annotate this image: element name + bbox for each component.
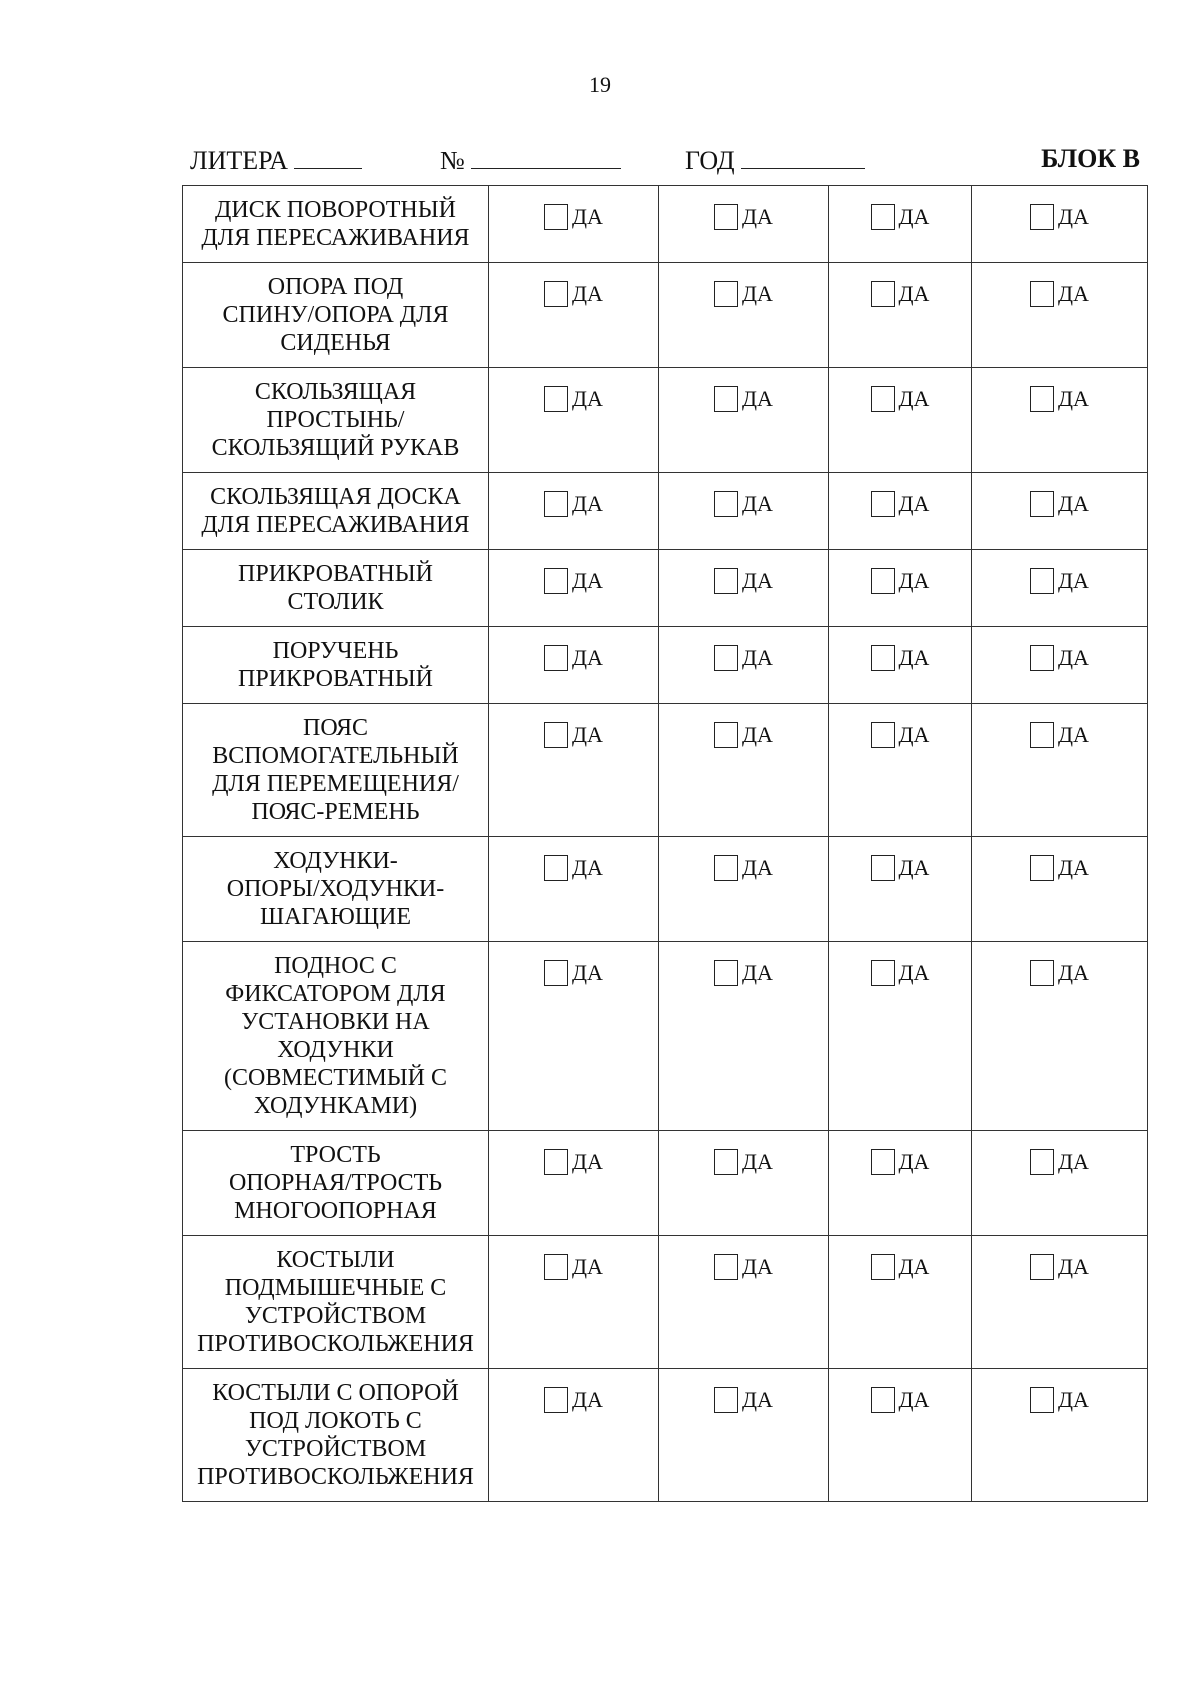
yes-label: ДА <box>1058 645 1089 670</box>
option-cell <box>829 1369 972 1502</box>
option-cell <box>659 704 829 837</box>
checkbox-icon[interactable] <box>544 386 568 412</box>
option-cell <box>829 186 972 263</box>
option-cell <box>972 837 1148 942</box>
option-cell <box>489 368 659 473</box>
yes-label: ДА <box>742 1149 773 1174</box>
option-cell <box>972 550 1148 627</box>
yes-option[interactable] <box>973 568 1146 594</box>
item-label-line: ФИКСАТОРОМ ДЛЯ <box>225 981 446 1007</box>
yes-label: ДА <box>898 960 930 985</box>
yes-option[interactable] <box>660 1387 827 1413</box>
option-cell <box>972 473 1148 550</box>
option-cell <box>659 942 829 1131</box>
yes-option[interactable] <box>660 855 827 881</box>
option-cell <box>659 263 829 368</box>
option-cell <box>972 368 1148 473</box>
year-field[interactable] <box>685 144 865 176</box>
yes-option[interactable] <box>660 281 827 307</box>
yes-label: ДА <box>742 722 773 747</box>
yes-label: ДА <box>1058 722 1089 747</box>
checkbox-icon[interactable] <box>714 568 738 594</box>
item-label-line: ДИСК ПОВОРОТНЫЙ <box>215 197 456 223</box>
table-row <box>183 550 1148 627</box>
table-row <box>183 942 1148 1131</box>
yes-label: ДА <box>742 1387 773 1412</box>
item-label-line: КОСТЫЛИ С ОПОРОЙ <box>212 1380 459 1406</box>
item-label-line: ДЛЯ ПЕРЕСАЖИВАНИЯ <box>201 512 470 538</box>
yes-option[interactable] <box>830 568 970 594</box>
yes-option[interactable] <box>973 386 1146 412</box>
yes-label: ДА <box>742 1254 773 1279</box>
item-label <box>183 704 489 837</box>
option-cell <box>659 1131 829 1236</box>
yes-option[interactable] <box>490 855 657 881</box>
checkbox-icon[interactable] <box>1030 855 1054 881</box>
yes-label: ДА <box>1058 491 1089 516</box>
option-cell <box>489 473 659 550</box>
yes-label: ДА <box>1058 568 1089 593</box>
option-cell <box>659 1369 829 1502</box>
yes-label: ДА <box>572 855 603 880</box>
option-cell <box>829 263 972 368</box>
yes-option[interactable] <box>490 1387 657 1413</box>
checkbox-icon[interactable] <box>544 1254 568 1280</box>
yes-option[interactable] <box>830 204 970 230</box>
option-cell <box>972 704 1148 837</box>
yes-label: ДА <box>572 722 603 747</box>
yes-option[interactable] <box>973 1387 1146 1413</box>
checkbox-icon[interactable] <box>544 281 568 307</box>
table-row <box>183 186 1148 263</box>
yes-option[interactable] <box>490 568 657 594</box>
yes-label: ДА <box>572 491 603 516</box>
option-cell <box>829 473 972 550</box>
item-label-line: ПРОТИВОСКОЛЬЖЕНИЯ <box>197 1331 474 1357</box>
table-row <box>183 263 1148 368</box>
table-row <box>183 627 1148 704</box>
item-label <box>183 186 489 263</box>
year-label: ГОД <box>685 146 735 175</box>
checkbox-icon[interactable] <box>544 855 568 881</box>
yes-option[interactable] <box>973 1254 1146 1280</box>
yes-option[interactable] <box>490 386 657 412</box>
checkbox-icon[interactable] <box>1030 386 1054 412</box>
item-label-line: (СОВМЕСТИМЫЙ С <box>224 1065 447 1091</box>
yes-option[interactable] <box>660 386 827 412</box>
yes-option[interactable] <box>830 1254 970 1280</box>
yes-label: ДА <box>1058 386 1089 411</box>
yes-label: ДА <box>1058 1387 1089 1412</box>
checkbox-icon[interactable] <box>1030 722 1054 748</box>
option-cell <box>489 186 659 263</box>
number-field[interactable] <box>440 144 621 176</box>
item-label-line: СТОЛИК <box>287 589 384 615</box>
yes-label: ДА <box>1058 960 1089 985</box>
yes-option[interactable] <box>830 645 970 671</box>
option-cell <box>972 186 1148 263</box>
table-row <box>183 837 1148 942</box>
option-cell <box>659 550 829 627</box>
yes-label: ДА <box>742 645 773 670</box>
checkbox-icon[interactable] <box>714 491 738 517</box>
checkbox-icon[interactable] <box>714 960 738 986</box>
checkbox-icon[interactable] <box>714 281 738 307</box>
checkbox-icon[interactable] <box>544 960 568 986</box>
option-cell <box>829 837 972 942</box>
item-label-line: ОПОРНАЯ/ТРОСТЬ <box>228 1170 443 1196</box>
table-row <box>183 473 1148 550</box>
checkbox-icon[interactable] <box>544 1149 568 1175</box>
checkbox-icon[interactable] <box>1030 645 1054 671</box>
item-label-line: ПОДНОС С <box>274 953 397 979</box>
item-label-line: ПРИКРОВАТНЫЙ <box>238 561 433 587</box>
item-label-line: СКОЛЬЗЯЩАЯ <box>254 379 417 405</box>
item-label-line: УСТРОЙСТВОМ <box>244 1303 427 1329</box>
yes-option[interactable] <box>490 1254 657 1280</box>
item-label-line: ПОЯС-РЕМЕНЬ <box>251 799 420 825</box>
checkbox-icon[interactable] <box>871 568 895 594</box>
checkbox-icon[interactable] <box>544 722 568 748</box>
yes-label: ДА <box>742 204 773 229</box>
yes-option[interactable] <box>830 386 970 412</box>
item-label-line: СПИНУ/ОПОРА ДЛЯ <box>222 302 449 328</box>
checkbox-icon[interactable] <box>544 204 568 230</box>
checkbox-icon[interactable] <box>871 1254 895 1280</box>
yes-label: ДА <box>742 491 773 516</box>
item-label <box>183 942 489 1131</box>
checkbox-icon[interactable] <box>1030 1387 1054 1413</box>
option-cell <box>489 550 659 627</box>
item-label-line: ХОДУНКИ- <box>273 848 398 874</box>
yes-label: ДА <box>572 960 603 985</box>
yes-label: ДА <box>572 386 603 411</box>
litera-blank[interactable] <box>294 144 362 169</box>
table-row <box>183 368 1148 473</box>
yes-label: ДА <box>572 1149 603 1174</box>
item-label-line: ДЛЯ ПЕРЕСАЖИВАНИЯ <box>201 225 470 251</box>
option-cell <box>489 837 659 942</box>
yes-label: ДА <box>898 645 930 670</box>
option-cell <box>972 1369 1148 1502</box>
checkbox-icon[interactable] <box>1030 204 1054 230</box>
item-label-line: СКОЛЬЗЯЩИЙ РУКАВ <box>211 435 460 461</box>
item-label-line: УСТАНОВКИ НА <box>241 1009 430 1035</box>
yes-option[interactable] <box>973 1149 1146 1175</box>
option-cell <box>972 1236 1148 1369</box>
option-cell <box>489 942 659 1131</box>
yes-option[interactable] <box>830 960 970 986</box>
item-label-line: МНОГООПОРНАЯ <box>234 1198 437 1224</box>
yes-option[interactable] <box>490 204 657 230</box>
litera-label: ЛИТЕРА <box>190 146 289 175</box>
item-label <box>183 263 489 368</box>
yes-label: ДА <box>898 1149 930 1174</box>
yes-label: ДА <box>898 204 930 229</box>
checkbox-icon[interactable] <box>1030 281 1054 307</box>
checkbox-icon[interactable] <box>714 204 738 230</box>
checkbox-icon[interactable] <box>871 1149 895 1175</box>
checkbox-icon[interactable] <box>544 568 568 594</box>
yes-option[interactable] <box>830 491 970 517</box>
option-cell <box>489 1369 659 1502</box>
checkbox-icon[interactable] <box>871 386 895 412</box>
checkbox-icon[interactable] <box>871 855 895 881</box>
item-label-line: СКОЛЬЗЯЩАЯ ДОСКА <box>210 484 461 510</box>
yes-option[interactable] <box>490 1149 657 1175</box>
checkbox-icon[interactable] <box>1030 491 1054 517</box>
checkbox-icon[interactable] <box>871 1387 895 1413</box>
item-label <box>183 1369 489 1502</box>
yes-label: ДА <box>1058 855 1089 880</box>
item-label-line: ПОД ЛОКОТЬ С <box>249 1408 422 1434</box>
option-cell <box>489 627 659 704</box>
yes-label: ДА <box>898 1254 930 1279</box>
option-cell <box>659 368 829 473</box>
yes-label: ДА <box>742 855 773 880</box>
option-cell <box>489 1236 659 1369</box>
option-cell <box>489 704 659 837</box>
item-label-line: КОСТЫЛИ <box>276 1247 395 1273</box>
equipment-table <box>182 185 1148 1502</box>
yes-label: ДА <box>898 281 930 306</box>
option-cell <box>659 627 829 704</box>
option-cell <box>659 837 829 942</box>
option-cell <box>972 1131 1148 1236</box>
yes-option[interactable] <box>830 1387 970 1413</box>
form-header <box>190 144 1140 180</box>
option-cell <box>972 942 1148 1131</box>
yes-label: ДА <box>572 568 603 593</box>
item-label-line: ХОДУНКАМИ) <box>253 1093 418 1119</box>
yes-label: ДА <box>1058 1149 1089 1174</box>
yes-label: ДА <box>898 491 930 516</box>
yes-option[interactable] <box>660 491 827 517</box>
item-label-line: ПРИКРОВАТНЫЙ <box>238 666 433 692</box>
yes-option[interactable] <box>830 722 970 748</box>
checkbox-icon[interactable] <box>871 645 895 671</box>
item-label-line: СИДЕНЬЯ <box>280 330 391 356</box>
yes-label: ДА <box>572 204 603 229</box>
option-cell <box>659 473 829 550</box>
yes-label: ДА <box>572 1387 603 1412</box>
checkbox-icon[interactable] <box>1030 1254 1054 1280</box>
yes-option[interactable] <box>490 491 657 517</box>
yes-label: ДА <box>1058 1254 1089 1279</box>
option-cell <box>829 1236 972 1369</box>
item-label-line: ОПОРЫ/ХОДУНКИ- <box>226 876 445 902</box>
item-label-line: ВСПОМОГАТЕЛЬНЫЙ <box>212 743 459 769</box>
yes-label: ДА <box>898 722 930 747</box>
item-label <box>183 550 489 627</box>
yes-option[interactable] <box>973 204 1146 230</box>
yes-option[interactable] <box>660 204 827 230</box>
item-label <box>183 473 489 550</box>
item-label-line: ПОДМЫШЕЧНЫЕ С <box>224 1275 447 1301</box>
yes-label: ДА <box>898 386 930 411</box>
checkbox-icon[interactable] <box>544 1387 568 1413</box>
yes-label: ДА <box>742 386 773 411</box>
option-cell <box>829 942 972 1131</box>
checkbox-icon[interactable] <box>714 855 738 881</box>
yes-option[interactable] <box>660 722 827 748</box>
option-cell <box>489 263 659 368</box>
table-row <box>183 1131 1148 1236</box>
item-label-line: ПОРУЧЕНЬ <box>272 638 399 664</box>
checkbox-icon[interactable] <box>871 722 895 748</box>
option-cell <box>829 1131 972 1236</box>
item-label-line: ОПОРА ПОД <box>267 274 404 300</box>
item-label <box>183 1131 489 1236</box>
checkbox-icon[interactable] <box>544 645 568 671</box>
item-label-line: ШАГАЮЩИЕ <box>259 904 411 930</box>
item-label <box>183 1236 489 1369</box>
option-cell <box>972 627 1148 704</box>
checkbox-icon[interactable] <box>714 1149 738 1175</box>
option-cell <box>972 263 1148 368</box>
yes-option[interactable] <box>660 1149 827 1175</box>
item-label <box>183 837 489 942</box>
checkbox-icon[interactable] <box>714 1254 738 1280</box>
year-blank[interactable] <box>741 144 865 169</box>
option-cell <box>829 704 972 837</box>
option-cell <box>829 368 972 473</box>
table-row <box>183 704 1148 837</box>
checkbox-icon[interactable] <box>1030 960 1054 986</box>
yes-option[interactable] <box>490 645 657 671</box>
option-cell <box>829 627 972 704</box>
item-label-line: ПОЯС <box>303 715 368 741</box>
yes-option[interactable] <box>660 960 827 986</box>
yes-label: ДА <box>898 855 930 880</box>
checkbox-icon[interactable] <box>1030 1149 1054 1175</box>
item-label <box>183 368 489 473</box>
yes-option[interactable] <box>490 281 657 307</box>
yes-label: ДА <box>898 1387 930 1412</box>
litera-field[interactable] <box>190 144 362 176</box>
yes-label: ДА <box>742 960 773 985</box>
item-label <box>183 627 489 704</box>
number-blank[interactable] <box>471 144 621 169</box>
checkbox-icon[interactable] <box>871 204 895 230</box>
yes-option[interactable] <box>973 855 1146 881</box>
checkbox-icon[interactable] <box>1030 568 1054 594</box>
yes-option[interactable] <box>973 722 1146 748</box>
table-row <box>183 1236 1148 1369</box>
yes-option[interactable] <box>830 855 970 881</box>
yes-option[interactable] <box>973 281 1146 307</box>
option-cell <box>829 550 972 627</box>
checkbox-icon[interactable] <box>544 491 568 517</box>
yes-option[interactable] <box>660 1254 827 1280</box>
yes-label: ДА <box>572 281 603 306</box>
yes-label: ДА <box>742 281 773 306</box>
checkbox-icon[interactable] <box>714 645 738 671</box>
option-cell <box>659 1236 829 1369</box>
checkbox-icon[interactable] <box>714 1387 738 1413</box>
checkbox-icon[interactable] <box>871 960 895 986</box>
yes-option[interactable] <box>490 960 657 986</box>
item-label-line: ПРОСТЫНЬ/ <box>266 407 405 433</box>
checkbox-icon[interactable] <box>871 491 895 517</box>
yes-option[interactable] <box>660 568 827 594</box>
yes-label: ДА <box>572 1254 603 1279</box>
item-label-line: ДЛЯ ПЕРЕМЕЩЕНИЯ/ <box>212 771 459 797</box>
yes-label: ДА <box>1058 281 1089 306</box>
number-label: № <box>440 146 465 175</box>
yes-label: ДА <box>1058 204 1089 229</box>
yes-option[interactable] <box>973 491 1146 517</box>
page-number: 19 <box>589 72 611 97</box>
yes-option[interactable] <box>973 645 1146 671</box>
yes-label: ДА <box>742 568 773 593</box>
block-label: БЛОК В <box>1041 144 1140 173</box>
table-row <box>183 1369 1148 1502</box>
checkbox-icon[interactable] <box>714 386 738 412</box>
item-label-line: ПРОТИВОСКОЛЬЖЕНИЯ <box>197 1464 474 1490</box>
option-cell <box>659 186 829 263</box>
yes-label: ДА <box>898 568 930 593</box>
item-label-line: ТРОСТЬ <box>290 1142 381 1168</box>
yes-option[interactable] <box>830 281 970 307</box>
yes-label: ДА <box>572 645 603 670</box>
yes-option[interactable] <box>490 722 657 748</box>
item-label-line: ХОДУНКИ <box>277 1037 394 1063</box>
yes-option[interactable] <box>660 645 827 671</box>
yes-option[interactable] <box>973 960 1146 986</box>
checkbox-icon[interactable] <box>871 281 895 307</box>
item-label-line: УСТРОЙСТВОМ <box>244 1436 427 1462</box>
checkbox-icon[interactable] <box>714 722 738 748</box>
yes-option[interactable] <box>830 1149 970 1175</box>
option-cell <box>489 1131 659 1236</box>
